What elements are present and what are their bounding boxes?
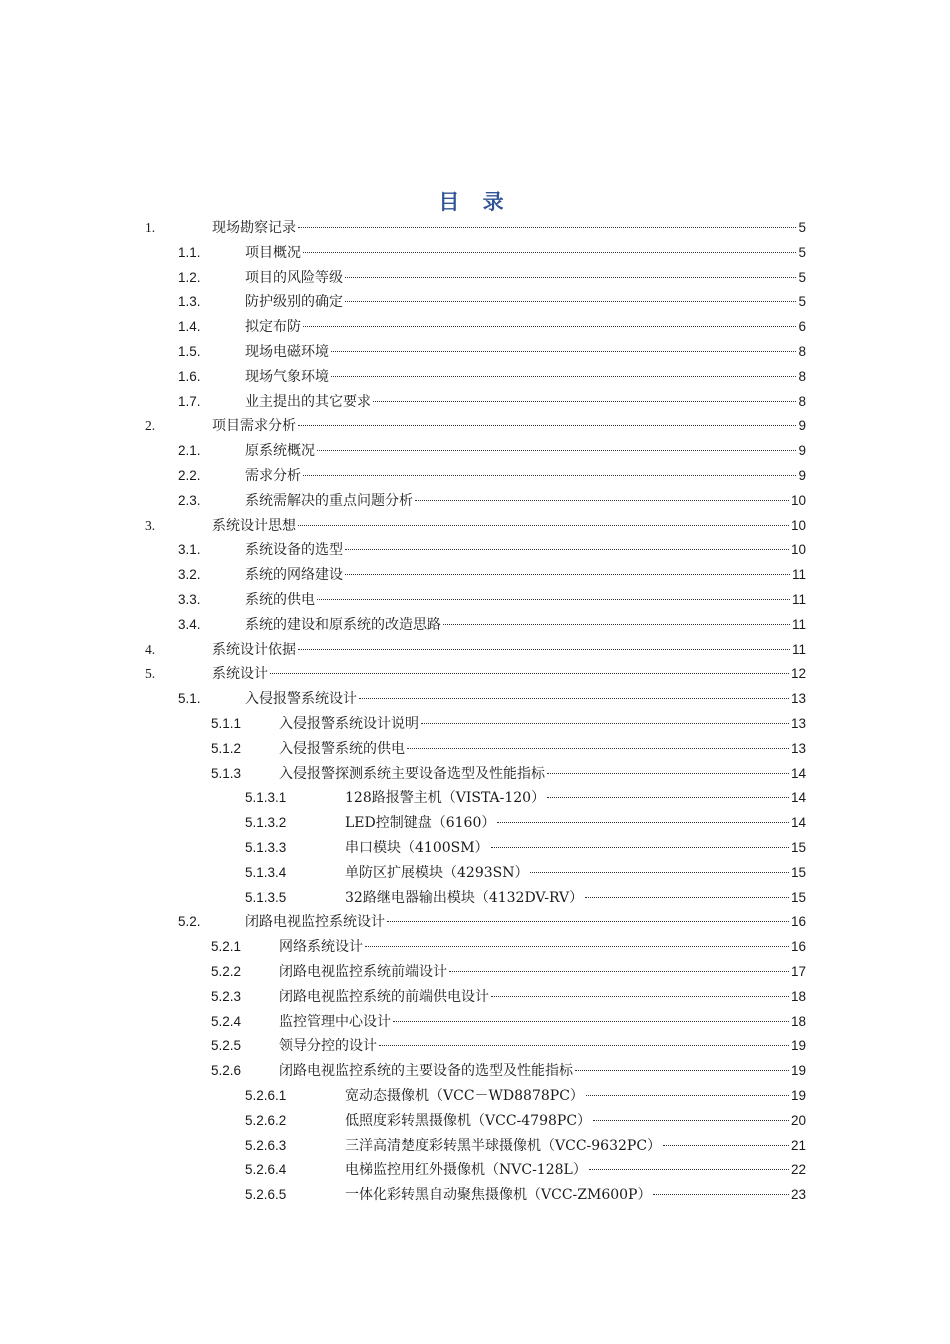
toc-entry-page-number: 9 <box>798 468 806 483</box>
dot-leader <box>585 897 789 898</box>
toc-entry[interactable] <box>0 489 950 514</box>
dot-leader <box>586 1095 789 1096</box>
toc-entry-line <box>345 811 806 836</box>
toc-entry[interactable] <box>0 563 950 588</box>
toc-entry-title: 系统设计 <box>212 666 268 683</box>
dot-leader <box>365 946 789 947</box>
toc-entry[interactable] <box>0 340 950 365</box>
toc-entry-line <box>245 538 806 563</box>
dot-leader <box>589 1169 789 1170</box>
toc-entry-title: 一体化彩转黑自动聚焦摄像机（VCC-ZM600P） <box>345 1187 652 1204</box>
toc-entry-page-number: 23 <box>790 1187 806 1203</box>
dot-leader <box>415 500 789 501</box>
toc-entry-title: 闭路电视监控系统前端设计 <box>279 964 447 980</box>
toc-entry-title: 监控管理中心设计 <box>279 1013 391 1030</box>
toc-entry-number: 5.1. <box>178 691 201 707</box>
toc-entry-title: 串口模块（4100SM） <box>345 840 489 856</box>
toc-entry-number: 5.1.3.4 <box>245 864 287 880</box>
toc-entry-number: 5.2.6.5 <box>245 1187 287 1203</box>
toc-entry[interactable] <box>0 1084 950 1109</box>
toc-entry[interactable] <box>0 1183 950 1208</box>
toc-entry[interactable] <box>0 588 950 613</box>
toc-entry-page-number: 15 <box>790 864 806 880</box>
toc-entry-line <box>345 786 806 811</box>
dot-leader <box>575 1070 789 1071</box>
dot-leader <box>663 1145 789 1146</box>
toc-entry-number: 3.1. <box>178 542 201 558</box>
toc-entry-title: 防护级别的确定 <box>245 294 343 311</box>
dot-leader <box>298 649 790 650</box>
toc-entry-line <box>279 762 806 787</box>
toc-entry[interactable] <box>0 241 950 266</box>
toc-entry-title: 32路继电器输出模块（4132DV-RV） <box>345 889 584 906</box>
toc-entry-number: 5.2.6.4 <box>245 1162 287 1178</box>
toc-entry-title: 领导分控的设计 <box>279 1038 377 1055</box>
dot-leader <box>359 698 789 699</box>
toc-entry[interactable] <box>0 538 950 563</box>
dot-leader <box>317 599 790 600</box>
dot-leader <box>303 475 796 476</box>
dot-leader <box>345 549 789 550</box>
toc-entry[interactable] <box>0 985 950 1010</box>
toc-entry-line <box>212 662 806 687</box>
toc-entry-line <box>245 241 806 266</box>
toc-entry[interactable] <box>0 638 950 663</box>
toc-entry-line <box>279 1059 806 1084</box>
toc-entry-page-number: 11 <box>791 592 806 607</box>
toc-entry-page-number: 13 <box>790 716 806 731</box>
toc-entry-page-number: 14 <box>790 790 806 806</box>
toc-entry[interactable] <box>0 762 950 787</box>
dot-leader <box>317 450 796 451</box>
toc-entry-page-number: 17 <box>790 964 806 979</box>
toc-entry-line <box>245 910 806 935</box>
toc-entry-title: 项目的风险等级 <box>245 269 343 286</box>
toc-entry-title: 电梯监控用红外摄像机（NVC-128L） <box>345 1162 587 1179</box>
toc-entry-line <box>345 1158 806 1183</box>
dot-leader <box>373 401 796 402</box>
toc-entry-page-number: 8 <box>798 344 806 359</box>
toc-entry-number: 1.4. <box>178 319 201 335</box>
toc-entry-line <box>212 638 806 663</box>
toc-entry[interactable] <box>0 1109 950 1134</box>
toc-entry[interactable] <box>0 935 950 960</box>
toc-entry-title: 系统的网络建设 <box>245 567 343 584</box>
toc-entry-page-number: 5 <box>798 294 806 310</box>
toc-entry-number: 3.3. <box>178 592 201 607</box>
toc-entry-line <box>245 365 806 390</box>
toc-entry[interactable] <box>0 266 950 291</box>
toc-entry-line <box>345 1109 806 1134</box>
toc-entry-title: 现场气象环境 <box>245 368 329 385</box>
toc-entry-page-number: 5 <box>798 244 806 260</box>
toc-entry-title: 项目需求分析 <box>212 418 296 435</box>
toc-entry-number: 5.1.3.1 <box>245 790 287 806</box>
toc-entry[interactable] <box>0 439 950 464</box>
toc-entry-title: 原系统概况 <box>245 443 315 460</box>
toc-entry[interactable] <box>0 910 950 935</box>
toc-entry-line <box>345 1084 806 1109</box>
toc-entry-line <box>345 861 806 886</box>
toc-entry-title: 业主提出的其它要求 <box>245 393 371 410</box>
toc-entry-number: 5.2.2 <box>211 964 242 979</box>
toc-entry-title: 拟定布防 <box>245 319 301 336</box>
toc-entry-page-number: 10 <box>790 492 806 508</box>
toc-entry[interactable] <box>0 1059 950 1084</box>
toc-entry-page-number: 14 <box>790 815 806 831</box>
toc-entry-title: 需求分析 <box>245 468 301 484</box>
toc-entry[interactable] <box>0 662 950 687</box>
toc-entry-number: 1.5. <box>178 344 201 359</box>
dot-leader <box>303 252 796 253</box>
toc-entry-number: 2. <box>145 418 156 434</box>
toc-entry-number: 5.1.3.5 <box>245 889 287 905</box>
toc-entry-title: 系统的供电 <box>245 592 315 608</box>
dot-leader <box>345 301 796 302</box>
toc-entry-page-number: 5 <box>798 269 806 285</box>
toc-entry-line <box>245 613 806 638</box>
toc-entry-number: 1.2. <box>178 269 201 285</box>
toc-entry-number: 1.1. <box>178 244 201 260</box>
toc-entry[interactable] <box>0 861 950 886</box>
toc-entry-line <box>245 340 806 365</box>
toc-entry-page-number: 16 <box>790 939 806 955</box>
toc-entry[interactable] <box>0 1134 950 1159</box>
toc-entry[interactable] <box>0 315 950 340</box>
toc-entry-line <box>245 563 806 588</box>
toc-entry-title: 闭路电视监控系统设计 <box>245 914 385 931</box>
toc-entry-page-number: 11 <box>791 567 806 583</box>
toc-entry-number: 2.2. <box>178 468 201 483</box>
toc-entry-number: 5.2.5 <box>211 1038 242 1054</box>
toc-entry-line <box>245 266 806 291</box>
dot-leader <box>331 376 796 377</box>
dot-leader <box>298 525 789 526</box>
toc-entry[interactable] <box>0 1010 950 1035</box>
dot-leader <box>449 971 789 972</box>
toc-entry-number: 5.2.6 <box>211 1063 242 1079</box>
toc-entry-line <box>245 464 806 489</box>
dot-leader <box>421 723 789 724</box>
toc-entry[interactable] <box>0 786 950 811</box>
toc-entry-title: 入侵报警系统设计说明 <box>279 716 419 732</box>
dot-leader <box>653 1194 789 1195</box>
dot-leader <box>547 773 789 774</box>
dot-leader <box>547 797 789 798</box>
toc-entry[interactable] <box>0 712 950 737</box>
toc-entry-page-number: 8 <box>798 393 806 409</box>
toc-entry-number: 5.1.3 <box>211 765 242 781</box>
toc-entry-page-number: 9 <box>798 443 806 459</box>
toc-entry-page-number: 6 <box>798 319 806 335</box>
toc-entry[interactable] <box>0 613 950 638</box>
toc-entry[interactable] <box>0 811 950 836</box>
toc-entry-number: 3.2. <box>178 567 201 583</box>
toc-entry-page-number: 13 <box>790 740 806 756</box>
toc-entry-title: LED控制键盘（6160） <box>345 815 496 832</box>
toc-entry-title: 系统设计依据 <box>212 641 296 658</box>
toc-entry-number: 3. <box>145 517 156 533</box>
toc-entry-line <box>345 1183 806 1208</box>
toc-entry-page-number: 12 <box>790 666 806 682</box>
toc-entry[interactable] <box>0 414 950 439</box>
dot-leader <box>298 425 796 426</box>
dot-leader <box>393 1021 789 1022</box>
toc-entry-number: 5.2.6.2 <box>245 1112 287 1128</box>
toc-entry-number: 1.3. <box>178 294 201 310</box>
toc-entry-page-number: 15 <box>790 840 806 855</box>
toc-entry-page-number: 16 <box>790 914 806 930</box>
toc-entry-page-number: 21 <box>790 1137 806 1153</box>
toc-entry-number: 4. <box>145 641 156 657</box>
toc-entry-page-number: 19 <box>790 1088 806 1103</box>
toc-entry-number: 5. <box>145 666 156 682</box>
toc-entry-number: 2.1. <box>178 443 201 459</box>
toc-entry-number: 5.2.1 <box>211 939 242 955</box>
toc-entry-number: 5.2.6.3 <box>245 1137 287 1153</box>
toc-entry-title: 低照度彩转黑摄像机（VCC-4798PC） <box>345 1112 592 1129</box>
toc-entry[interactable] <box>0 1034 950 1059</box>
toc-entry-page-number: 19 <box>790 1063 806 1079</box>
toc-entry[interactable] <box>0 737 950 762</box>
toc-entry-number: 5.2.4 <box>211 1013 242 1029</box>
toc-entry-line <box>245 687 806 712</box>
dot-leader <box>530 872 788 873</box>
toc-entry-number: 1.6. <box>178 368 201 384</box>
toc-entry[interactable] <box>0 960 950 985</box>
toc-entry-title: 入侵报警系统设计 <box>245 691 357 708</box>
toc-entry[interactable] <box>0 687 950 712</box>
toc-entry-number: 1. <box>145 220 156 235</box>
toc-entry-page-number: 13 <box>790 691 806 707</box>
toc-entry-page-number: 15 <box>790 889 806 905</box>
toc-entry-line <box>245 439 806 464</box>
toc-entry-page-number: 10 <box>790 542 806 558</box>
dot-leader <box>497 822 789 823</box>
toc-entry-number: 5.1.3.2 <box>245 815 287 831</box>
toc-entry-line <box>245 390 806 415</box>
toc-entry-page-number: 18 <box>790 988 806 1004</box>
dot-leader <box>379 1045 789 1046</box>
toc-entry-title: 三洋高清楚度彩转黑半球摄像机（VCC-9632PC） <box>345 1137 662 1154</box>
dot-leader <box>387 921 789 922</box>
toc-entry-title: 系统设计思想 <box>212 517 296 534</box>
toc-entry-page-number: 11 <box>791 616 806 632</box>
toc-entry-number: 1.7. <box>178 393 201 409</box>
toc-entry-title: 闭路电视监控系统的前端供电设计 <box>279 988 489 1005</box>
toc-entry-title: 现场电磁环境 <box>245 344 329 360</box>
toc-entry-page-number: 18 <box>790 1013 806 1029</box>
toc-entry-line <box>279 737 806 762</box>
toc-entry-number: 3.4. <box>178 616 201 632</box>
toc-entry[interactable] <box>0 886 950 911</box>
toc-entry[interactable] <box>0 1158 950 1183</box>
dot-leader <box>345 574 790 575</box>
toc-entry-line <box>279 712 806 737</box>
toc-entry-page-number: 5 <box>798 220 806 235</box>
toc-entry-number: 2.3. <box>178 492 201 508</box>
toc-entry-title: 宽动态摄像机（VCC－WD8878PC） <box>345 1088 584 1104</box>
toc-entry-line <box>279 1010 806 1035</box>
toc-title: 目 录 <box>438 190 512 214</box>
toc-entry-number: 5.2. <box>178 914 201 930</box>
toc-entry-page-number: 19 <box>790 1038 806 1054</box>
toc-entry-line <box>245 315 806 340</box>
toc-entry-line <box>345 886 806 911</box>
toc-entry[interactable] <box>0 216 950 241</box>
toc-entry-line <box>279 935 806 960</box>
toc-entry-title: 入侵报警系统的供电 <box>279 740 405 757</box>
toc-entry-line <box>245 588 806 613</box>
toc-entry-number: 5.2.6.1 <box>245 1088 287 1103</box>
toc-entry-line <box>279 985 806 1010</box>
toc-entry-title: 128路报警主机（VISTA-120） <box>345 790 546 807</box>
dot-leader <box>331 351 796 352</box>
toc-entry-page-number: 9 <box>798 418 806 434</box>
toc-entry-number: 5.1.2 <box>211 740 242 756</box>
toc-entry-number: 5.1.3.3 <box>245 840 287 855</box>
toc-entry-page-number: 22 <box>790 1162 806 1178</box>
dot-leader <box>407 748 789 749</box>
toc-entry-title: 入侵报警探测系统主要设备选型及性能指标 <box>279 765 545 782</box>
toc-entry[interactable] <box>0 464 950 489</box>
toc-entry-line <box>345 1134 806 1159</box>
toc-entry-title: 系统的建设和原系统的改造思路 <box>245 616 441 633</box>
toc-entry-title: 系统设备的选型 <box>245 542 343 559</box>
toc-entry-line <box>245 290 806 315</box>
toc-entry-line <box>212 216 806 241</box>
toc-entry-title: 单防区扩展模块（4293SN） <box>345 864 529 881</box>
dot-leader <box>491 996 789 997</box>
toc-entry-title: 网络系统设计 <box>279 939 363 956</box>
toc-entry-page-number: 20 <box>790 1112 806 1128</box>
toc-entry[interactable] <box>0 514 950 539</box>
toc-entry-line <box>279 960 806 985</box>
toc-entry-page-number: 10 <box>790 517 806 533</box>
toc-entry-title: 项目概况 <box>245 244 301 261</box>
toc-entry-number: 5.1.1 <box>211 716 242 731</box>
toc-entry-line <box>212 414 806 439</box>
toc-entry-page-number: 8 <box>798 368 806 384</box>
toc-entry[interactable] <box>0 365 950 390</box>
toc-entry-title: 闭路电视监控系统的主要设备的选型及性能指标 <box>279 1063 573 1080</box>
toc-entry-number: 5.2.3 <box>211 988 242 1004</box>
toc-entry-line <box>212 514 806 539</box>
dot-leader <box>491 847 789 848</box>
toc-entry-page-number: 11 <box>791 641 806 657</box>
dot-leader <box>345 277 796 278</box>
toc-entry-line <box>345 836 806 861</box>
toc-entry-line <box>279 1034 806 1059</box>
toc-entry[interactable] <box>0 836 950 861</box>
toc-entry-line <box>245 489 806 514</box>
dot-leader <box>298 227 796 228</box>
toc-entry-title: 系统需解决的重点问题分析 <box>245 492 413 509</box>
dot-leader <box>303 326 796 327</box>
toc-entry[interactable] <box>0 290 950 315</box>
dot-leader <box>443 624 790 625</box>
toc-entry-title: 现场勘察记录 <box>212 220 296 236</box>
dot-leader <box>593 1120 789 1121</box>
dot-leader <box>270 673 789 674</box>
toc-entry-page-number: 14 <box>790 765 806 781</box>
toc-entry[interactable] <box>0 390 950 415</box>
